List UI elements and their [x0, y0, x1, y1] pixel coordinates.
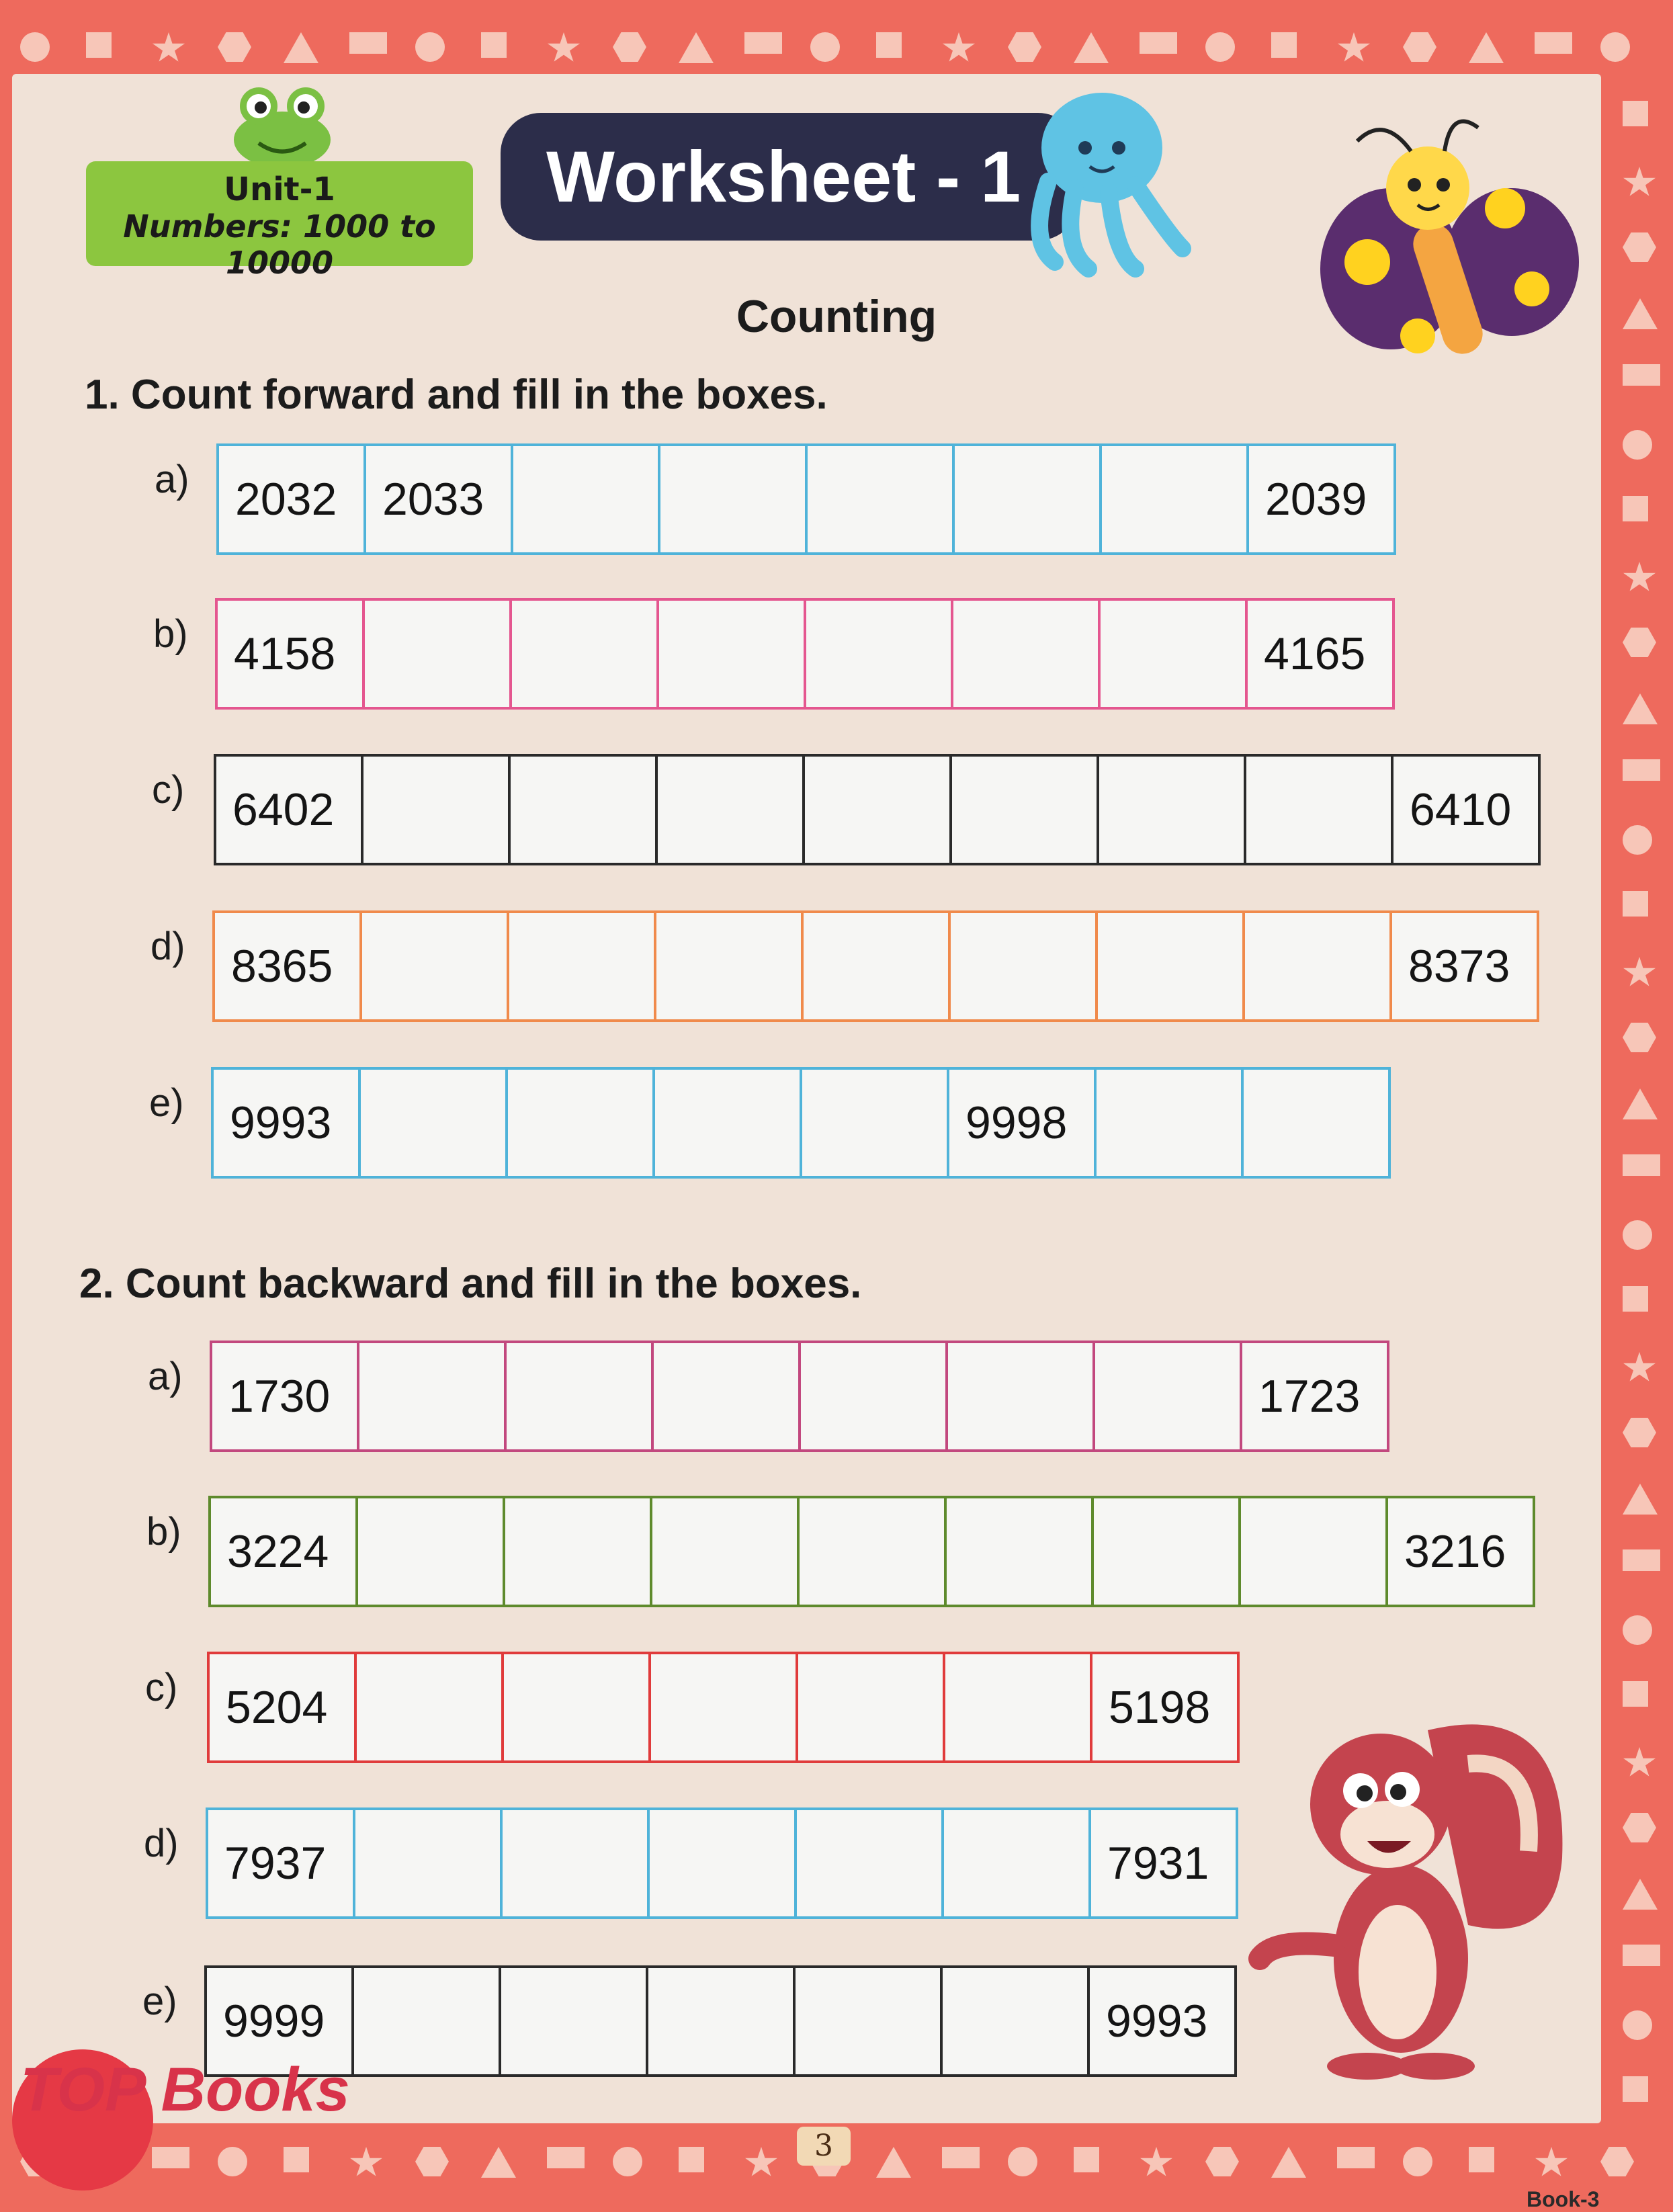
answer-box[interactable]: [1098, 598, 1248, 710]
triangle-border-icon: [1469, 32, 1504, 63]
number-box: 1723: [1240, 1341, 1389, 1452]
square-border-icon: [679, 2147, 704, 2172]
hex-border-icon: [218, 32, 251, 62]
number-box: 9993: [1087, 1965, 1237, 2077]
hex-border-icon: [415, 2147, 449, 2176]
square-border-icon: [876, 32, 902, 58]
star-border-icon: [1535, 2147, 1568, 2179]
triangle-border-icon: [284, 32, 318, 63]
row-label: d): [144, 1822, 179, 1865]
answer-box[interactable]: [1095, 910, 1245, 1022]
number-box: 9993: [211, 1067, 361, 1179]
answer-box[interactable]: [1241, 1067, 1391, 1179]
answer-box[interactable]: [1238, 1496, 1388, 1607]
rect-border-icon: [152, 2147, 189, 2168]
answer-box[interactable]: [354, 1652, 504, 1763]
answer-box[interactable]: [951, 598, 1101, 710]
worksheet-title: Worksheet - 1: [501, 113, 1078, 241]
answer-box[interactable]: [504, 1341, 654, 1452]
square-border-icon: [481, 32, 507, 58]
answer-box[interactable]: [658, 443, 808, 555]
answer-box[interactable]: [505, 1067, 655, 1179]
number-box: 2032: [216, 443, 366, 555]
answer-box[interactable]: [650, 1496, 800, 1607]
answer-box[interactable]: [361, 754, 511, 865]
unit-badge: [86, 161, 473, 281]
answer-box[interactable]: [800, 1067, 949, 1179]
row-label: b): [146, 1510, 181, 1554]
circle-border-icon: [1623, 1615, 1652, 1645]
number-row: [208, 1496, 1535, 1607]
answer-box[interactable]: [655, 754, 805, 865]
square-border-icon: [1623, 101, 1648, 126]
circle-border-icon: [1623, 430, 1652, 460]
number-box: 2033: [363, 443, 513, 555]
number-row: [204, 1965, 1237, 2077]
answer-box[interactable]: [1099, 443, 1249, 555]
hex-border-icon: [1623, 232, 1656, 262]
circle-border-icon: [415, 32, 445, 62]
hex-border-icon: [1623, 628, 1656, 657]
brand-logo: TOP Books: [20, 2055, 350, 2124]
answer-box[interactable]: [509, 598, 659, 710]
number-row: [207, 1652, 1240, 1763]
answer-box[interactable]: [941, 1807, 1091, 1919]
answer-box[interactable]: [499, 1965, 648, 2077]
hex-border-icon: [1008, 32, 1041, 62]
answer-box[interactable]: [1094, 1067, 1244, 1179]
number-box: 6402: [214, 754, 363, 865]
section-heading: Counting: [736, 291, 937, 342]
circle-border-icon: [1600, 32, 1630, 62]
row-label: d): [151, 925, 185, 968]
square-border-icon: [1623, 2076, 1648, 2102]
circle-border-icon: [1623, 1220, 1652, 1250]
answer-box[interactable]: [948, 910, 1098, 1022]
triangle-border-icon: [1623, 1879, 1658, 1910]
number-box: 4165: [1245, 598, 1395, 710]
answer-box[interactable]: [654, 910, 804, 1022]
triangle-border-icon: [679, 32, 714, 63]
number-row: [212, 910, 1539, 1022]
hex-border-icon: [1623, 1813, 1656, 1842]
answer-box[interactable]: [801, 910, 951, 1022]
answer-box[interactable]: [796, 1652, 945, 1763]
answer-box[interactable]: [794, 1807, 944, 1919]
answer-box[interactable]: [357, 1341, 507, 1452]
triangle-border-icon: [1074, 32, 1109, 63]
row-label: a): [148, 1355, 183, 1398]
square-border-icon: [86, 32, 112, 58]
frog-icon: [228, 79, 336, 167]
circle-border-icon: [613, 2147, 642, 2176]
rect-border-icon: [349, 32, 387, 54]
answer-box[interactable]: [362, 598, 512, 710]
hex-border-icon: [1205, 2147, 1239, 2176]
square-border-icon: [284, 2147, 309, 2172]
star-border-icon: [1623, 562, 1656, 594]
answer-box[interactable]: [952, 443, 1102, 555]
answer-box[interactable]: [647, 1807, 797, 1919]
star-border-icon: [1140, 2147, 1173, 2179]
triangle-border-icon: [1271, 2147, 1306, 2178]
answer-box[interactable]: [797, 1496, 947, 1607]
answer-box[interactable]: [648, 1652, 798, 1763]
circle-border-icon: [1623, 2010, 1652, 2040]
square-border-icon: [1623, 496, 1648, 521]
answer-box[interactable]: [507, 910, 656, 1022]
butterfly-icon: [1317, 114, 1586, 396]
answer-box[interactable]: [355, 1496, 505, 1607]
rect-border-icon: [1623, 1154, 1660, 1176]
number-box: 5204: [207, 1652, 357, 1763]
square-border-icon: [1623, 891, 1648, 917]
row-label: a): [155, 458, 189, 501]
number-box: 1730: [210, 1341, 359, 1452]
triangle-border-icon: [1623, 1484, 1658, 1515]
number-box: 9998: [947, 1067, 1097, 1179]
answer-box[interactable]: [940, 1965, 1090, 2077]
answer-box[interactable]: [798, 1341, 948, 1452]
rect-border-icon: [1140, 32, 1177, 54]
circle-border-icon: [20, 32, 50, 62]
square-border-icon: [1469, 2147, 1494, 2172]
number-box: 8365: [212, 910, 362, 1022]
number-box: 6410: [1391, 754, 1541, 865]
answer-box[interactable]: [652, 1067, 802, 1179]
answer-box[interactable]: [793, 1965, 943, 2077]
answer-box[interactable]: [1244, 754, 1393, 865]
triangle-border-icon: [481, 2147, 516, 2178]
square-border-icon: [1074, 2147, 1099, 2172]
hex-border-icon: [1623, 1023, 1656, 1052]
answer-box[interactable]: [646, 1965, 796, 2077]
answer-box[interactable]: [353, 1807, 503, 1919]
triangle-border-icon: [1623, 1089, 1658, 1119]
answer-box[interactable]: [358, 1067, 508, 1179]
hex-border-icon: [1600, 2147, 1634, 2176]
row-label: e): [142, 1980, 177, 2023]
rect-border-icon: [1623, 1549, 1660, 1571]
number-row: [210, 1341, 1389, 1452]
page-number: 3: [797, 2127, 851, 2166]
rect-border-icon: [1623, 364, 1660, 386]
hex-border-icon: [1623, 1418, 1656, 1447]
square-border-icon: [1623, 1681, 1648, 1707]
star-border-icon: [152, 32, 185, 65]
unit-label: Unit-1: [224, 171, 335, 208]
number-row: [216, 443, 1396, 555]
octopus-icon: [1015, 87, 1189, 275]
square-border-icon: [1623, 1286, 1648, 1312]
rect-border-icon: [1623, 759, 1660, 781]
number-box: 4158: [215, 598, 365, 710]
number-row: [211, 1067, 1391, 1179]
answer-box[interactable]: [945, 1341, 1095, 1452]
number-row: [214, 754, 1541, 865]
number-box: 3224: [208, 1496, 358, 1607]
star-border-icon: [1623, 167, 1656, 199]
star-border-icon: [942, 32, 976, 65]
answer-box[interactable]: [503, 1496, 652, 1607]
number-row: [215, 598, 1395, 710]
number-box: 5198: [1090, 1652, 1240, 1763]
answer-box[interactable]: [359, 910, 509, 1022]
answer-box[interactable]: [511, 443, 660, 555]
answer-box[interactable]: [1097, 754, 1246, 865]
circle-border-icon: [810, 32, 840, 62]
number-box: 8373: [1389, 910, 1539, 1022]
circle-border-icon: [1205, 32, 1235, 62]
answer-box[interactable]: [1092, 1341, 1242, 1452]
rect-border-icon: [942, 2147, 980, 2168]
answer-box[interactable]: [1242, 910, 1392, 1022]
star-border-icon: [349, 2147, 383, 2179]
number-box: 7931: [1088, 1807, 1238, 1919]
row-label: e): [149, 1081, 184, 1125]
answer-box[interactable]: [500, 1807, 650, 1919]
answer-box[interactable]: [1091, 1496, 1241, 1607]
number-box: 3216: [1385, 1496, 1535, 1607]
answer-box[interactable]: [943, 1652, 1092, 1763]
circle-border-icon: [1403, 2147, 1432, 2176]
answer-box[interactable]: [804, 598, 953, 710]
rect-border-icon: [744, 32, 782, 54]
rect-border-icon: [1535, 32, 1572, 54]
row-label: c): [145, 1666, 178, 1709]
circle-border-icon: [218, 2147, 247, 2176]
number-box: 9999: [204, 1965, 354, 2077]
unit-topic: Numbers: 1000 to 10000: [123, 208, 436, 281]
question-backward: 2. Count backward and fill in the boxes.: [79, 1261, 862, 1307]
number-box: 2039: [1246, 443, 1396, 555]
star-border-icon: [744, 2147, 778, 2179]
hex-border-icon: [613, 32, 646, 62]
star-border-icon: [1623, 957, 1656, 989]
answer-box[interactable]: [944, 1496, 1094, 1607]
question-forward: 1. Count forward and fill in the boxes.: [85, 372, 828, 418]
rect-border-icon: [547, 2147, 585, 2168]
number-row: [206, 1807, 1238, 1919]
answer-box[interactable]: [805, 443, 955, 555]
rect-border-icon: [1337, 2147, 1375, 2168]
star-border-icon: [1623, 1747, 1656, 1779]
answer-box[interactable]: [651, 1341, 801, 1452]
answer-box[interactable]: [501, 1652, 651, 1763]
circle-border-icon: [1623, 825, 1652, 855]
triangle-border-icon: [1623, 693, 1658, 724]
star-border-icon: [1337, 32, 1371, 65]
circle-border-icon: [1008, 2147, 1037, 2176]
squirrel-icon: [1246, 1703, 1582, 2080]
answer-box[interactable]: [351, 1965, 501, 2077]
triangle-border-icon: [876, 2147, 911, 2178]
row-label: c): [152, 768, 185, 812]
book-label: Book-3: [1527, 2187, 1600, 2211]
star-border-icon: [1623, 1352, 1656, 1384]
answer-box[interactable]: [508, 754, 658, 865]
square-border-icon: [1271, 32, 1297, 58]
row-label: b): [153, 612, 188, 656]
star-border-icon: [547, 32, 581, 65]
hex-border-icon: [1403, 32, 1436, 62]
answer-box[interactable]: [656, 598, 806, 710]
answer-box[interactable]: [802, 754, 952, 865]
rect-border-icon: [1623, 1945, 1660, 1966]
number-box: 7937: [206, 1807, 355, 1919]
answer-box[interactable]: [949, 754, 1099, 865]
